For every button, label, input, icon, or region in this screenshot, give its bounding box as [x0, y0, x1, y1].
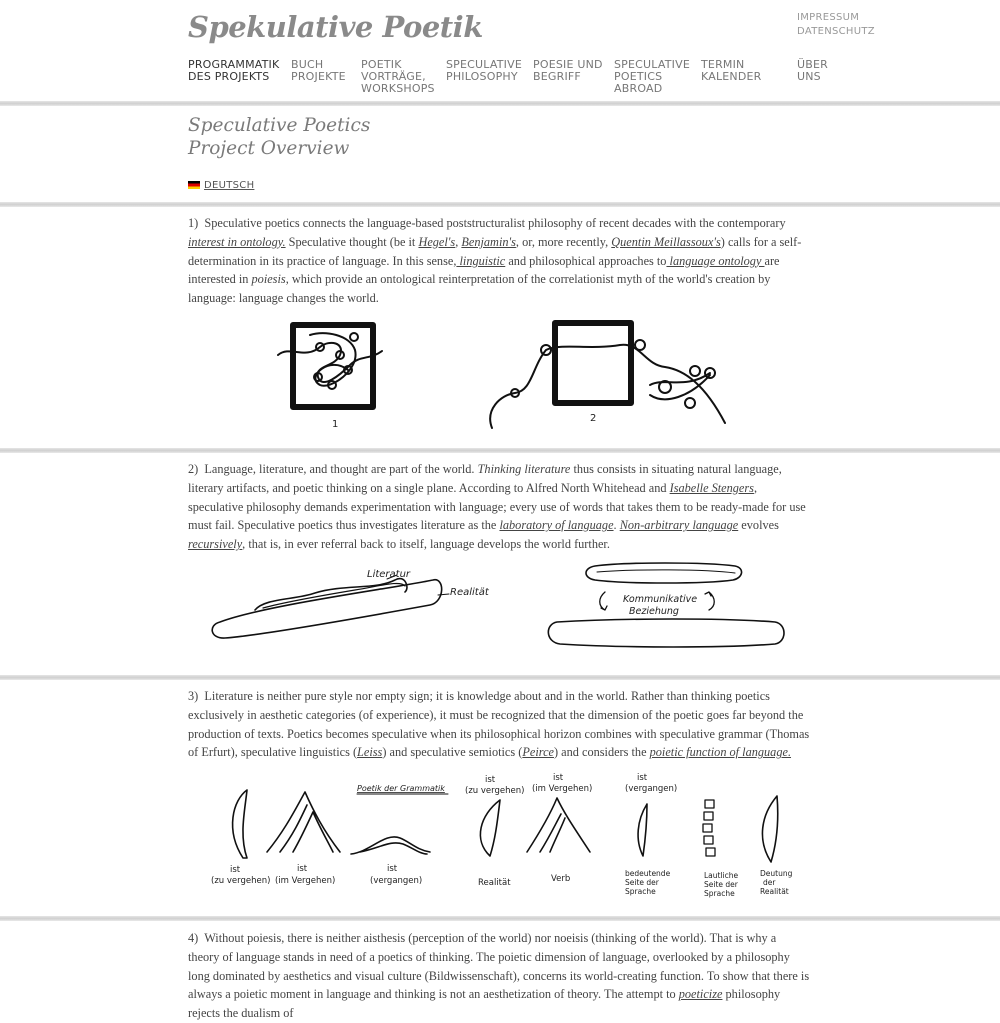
svg-text:Lautliche: Lautliche — [704, 871, 739, 880]
shape-5 — [527, 798, 590, 852]
curve-1b — [310, 333, 356, 386]
paragraph-3: 3) Literature is neither pure style nor empty sign; it is knowledge about and in the world. Rather than thinking poetics exclusively in aesthetic categories (of experience), it must be recognized that the dimension of the poetic goes far beyond the production of texts. Poetics becomes speculative when its philosophical horizon combines with speculative grammar (Thomas of Erfurt), speculative linguistics (Leiss) and speculative semiotics (Peirce) and considers the poietic function of language. — [188, 689, 810, 760]
svg-text:(vergangen): (vergangen) — [370, 876, 423, 886]
pointer-line — [438, 594, 449, 595]
segment — [703, 824, 712, 832]
segment — [706, 848, 715, 856]
literature-bar — [586, 563, 742, 583]
svg-text:ist: ist — [230, 865, 241, 875]
svg-text:ist: ist — [637, 773, 648, 783]
paragraph-4: 4) Without poiesis, there is neither aisthesis (perception of the world) nor noeisis (thinking of the world). That is why a theory of language stands in need of a poetics of thinking. The poietic dimension of language, overlooked by a philosophy long dominated by aesthetics and visual culture (Bildwissenschaft), concerns its world-creating function. To show that there is always a poietic moment in language and thinking is not an aesthetization of theory. The attempt to poeticize philosophy rejects the dualism of — [188, 931, 810, 1021]
svg-text:der: der — [763, 878, 776, 887]
svg-text:Seite der: Seite der — [625, 878, 659, 887]
svg-text:Deutung: Deutung — [760, 869, 793, 878]
link-benjamin[interactable]: Benjamin's — [461, 234, 516, 249]
paragraph-2: 2) Language, literature, and thought are part of the world. Thinking literature thus consists in situating natural language, literary artifacts, and poetic thinking on a single plane. According to Alfred North Whitehead and Isabelle Stengers, speculative philosophy demands experimentation with language; every use of words that takes them to be ready-made for use must fail. Speculative poetics thus investigates literature as the laboratory of language. Non-arbitrary language evolves recursively, that is, in ever referral back to itself, language develops the world further. — [188, 462, 806, 552]
figure-label-1: 1 — [332, 419, 339, 430]
link-non-arbitrary-language[interactable]: Non-arbitrary language — [619, 518, 739, 533]
nav-item-speculative-philosophy[interactable]: SPECULATIVE PHILOSOPHY — [446, 58, 522, 83]
page-title: Speculative Poetics Project Overview — [188, 115, 371, 159]
arrow-right-icon — [705, 592, 714, 610]
link-poietic-function[interactable]: poietic function of language. — [649, 745, 792, 760]
link-language-ontology[interactable]: language ontology — [666, 253, 765, 268]
node — [350, 333, 358, 341]
svg-text:(im Vergehen): (im Vergehen) — [532, 784, 593, 794]
svg-text:ist: ist — [485, 775, 496, 785]
svg-text:(vergangen): (vergangen) — [625, 784, 678, 794]
nav-item-termin-kalender[interactable]: TERMIN KALENDER — [701, 58, 762, 83]
divider — [0, 101, 1000, 106]
box-1 — [293, 325, 373, 407]
box-2 — [555, 323, 631, 403]
divider — [0, 202, 1000, 207]
utility-links — [797, 11, 875, 39]
site-title[interactable]: Spekulative Poetik — [188, 10, 483, 44]
reality-bar-2 — [548, 619, 784, 647]
shape-1 — [233, 790, 247, 858]
impressum-link[interactable]: IMPRESSUM — [797, 12, 860, 23]
link-leiss[interactable]: Leiss — [357, 745, 383, 760]
svg-text:Seite der: Seite der — [704, 880, 738, 889]
shape-2 — [267, 792, 340, 852]
svg-text:Sprache: Sprache — [704, 889, 735, 898]
shape-3 — [351, 837, 430, 854]
datenschutz-link[interactable]: DATENSCHUTZ — [797, 26, 875, 37]
figure-3-drawing — [205, 770, 805, 900]
nav-item-poetik-vortraege[interactable]: POETIK VORTRÄGE, WORKSHOPS — [361, 58, 435, 95]
curve-2 — [490, 345, 725, 428]
link-peirce[interactable]: Peirce — [522, 745, 554, 760]
segment — [705, 800, 714, 808]
link-linguistic[interactable]: linguistic — [456, 253, 506, 268]
link-recursively[interactable]: recursively — [188, 537, 243, 552]
svg-text:ist: ist — [297, 864, 308, 874]
arrow-left-icon — [600, 592, 607, 610]
link-laboratory-of-language[interactable]: laboratory of language — [499, 518, 614, 533]
divider — [0, 448, 1000, 453]
label-beziehung: Beziehung — [629, 606, 679, 617]
nav-item-buch-projekte[interactable]: BUCH PROJEKTE — [291, 58, 346, 83]
divider — [0, 916, 1000, 921]
german-flag-icon — [188, 181, 200, 189]
label-realitaet: Realität — [450, 587, 489, 598]
node — [690, 366, 700, 376]
svg-text:bedeutende: bedeutende — [625, 869, 671, 878]
link-poeticize[interactable]: poeticize — [678, 987, 723, 1002]
svg-text:ist: ist — [387, 864, 398, 874]
figure-1-drawing — [270, 315, 740, 435]
svg-text:Realität: Realität — [478, 878, 511, 888]
svg-text:(zu vergehen): (zu vergehen) — [211, 876, 271, 886]
link-interest-in-ontology[interactable]: interest in ontology. — [188, 234, 286, 249]
shape-7 — [762, 796, 777, 862]
link-hegel[interactable]: Hegel's — [418, 234, 456, 249]
figure-label-2: 2 — [590, 413, 597, 424]
literature-bar-inner — [597, 570, 735, 573]
literature-layer-inner — [263, 583, 405, 608]
segment — [704, 836, 713, 844]
svg-text:ist: ist — [553, 773, 564, 783]
svg-text:Verb: Verb — [551, 874, 571, 884]
shape-6 — [638, 804, 647, 856]
svg-text:Realität: Realität — [760, 887, 789, 896]
nav-item-programmatik[interactable]: PROGRAMMATIK DES PROJEKTS — [188, 58, 280, 83]
label-kommunikative: Kommunikative — [623, 594, 698, 605]
link-isabelle-stengers[interactable]: Isabelle Stengers — [669, 480, 754, 495]
svg-text:(zu vergehen): (zu vergehen) — [465, 786, 525, 796]
nav-item-ueber-uns[interactable]: ÜBER UNS — [797, 58, 828, 83]
site-header — [0, 0, 1000, 102]
node — [685, 398, 695, 408]
divider — [0, 675, 1000, 680]
svg-text:(im Vergehen): (im Vergehen) — [275, 876, 336, 886]
label-literatur: Literatur — [367, 569, 411, 580]
paragraph-1: 1) Speculative poetics connects the language-based poststructuralist philosophy of recent decades with the contemporary interest in ontology. Speculative thought (be it Hegel's, Benjamin's, or, more recently, Quentin Meillassoux's) calls for a self-determination in its practice of language. In this sense, linguistic and philosophical approaches to language ontology are interested in poiesis, which provide an ontological reinterpretation of the correlationist myth of the world's creation by language: language changes the world. — [188, 216, 802, 306]
language-switch-link[interactable]: DEUTSCH — [188, 180, 254, 191]
segment — [704, 812, 713, 820]
label-poetik-der-grammatik: Poetik der Grammatik — [357, 784, 445, 793]
shape-4 — [480, 800, 500, 856]
svg-text:Sprache: Sprache — [625, 887, 656, 896]
nav-item-speculative-poetics-abroad[interactable]: SPECULATIVE POETICS ABROAD — [614, 58, 690, 95]
node — [635, 340, 645, 350]
figure-2-drawing — [205, 560, 795, 655]
nav-item-poesie-und-begriff[interactable]: POESIE UND BEGRIFF — [533, 58, 603, 83]
link-meillassoux[interactable]: Quentin Meillassoux's — [611, 234, 721, 249]
